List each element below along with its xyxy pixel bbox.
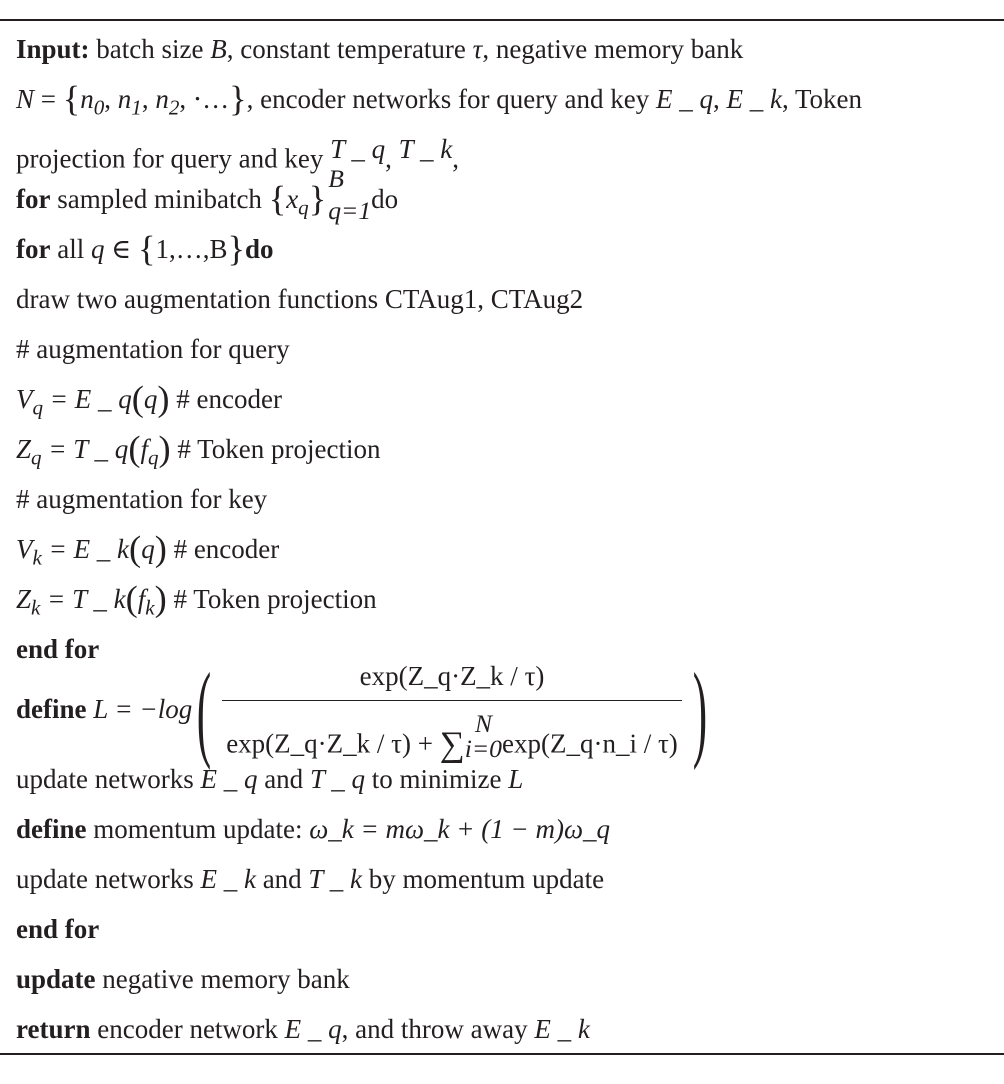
paren-close: ) bbox=[154, 528, 167, 569]
vq-lhs: V bbox=[16, 384, 33, 414]
return-e: E _ q bbox=[284, 1014, 342, 1044]
for-keyword: for bbox=[16, 184, 51, 214]
update-networks-line bbox=[16, 754, 523, 804]
minibatch-sub: q=1 bbox=[328, 195, 372, 225]
minibatch-sup: B bbox=[328, 164, 344, 194]
minibatch-x-sub: q bbox=[298, 195, 309, 220]
bank-open-brace: { bbox=[62, 78, 81, 119]
zq-sub: q bbox=[31, 445, 42, 470]
minibatch-close-brace: } bbox=[308, 178, 327, 219]
minibatch-x: x bbox=[286, 184, 299, 214]
bank-n0: n bbox=[80, 84, 94, 114]
return-line bbox=[16, 1004, 590, 1054]
update-l: L bbox=[508, 764, 524, 794]
sum-sub: i=0 bbox=[464, 734, 502, 764]
sampled-text: sampled minibatch bbox=[57, 184, 262, 214]
bank-eq: = bbox=[40, 84, 56, 114]
loss-denominator bbox=[222, 701, 682, 762]
paren-close: ) bbox=[157, 378, 170, 419]
proj-k: T _ k bbox=[398, 134, 453, 164]
all-open-brace: { bbox=[137, 228, 156, 269]
bottom-rule bbox=[0, 1053, 1004, 1055]
projection-line: projection for query and key T _ q, T _ k, bbox=[16, 134, 459, 174]
vq-line bbox=[16, 374, 282, 424]
vk-comment: # encoder bbox=[173, 534, 280, 564]
for-minibatch-line bbox=[16, 164, 399, 225]
draw-text: draw two augmentation functions CTAug1, CTAug2 bbox=[16, 284, 584, 314]
update-t: T _ q bbox=[309, 764, 365, 794]
bank-n1-sub: 1 bbox=[131, 95, 142, 120]
paren-close: ) bbox=[158, 428, 171, 469]
loss-fraction bbox=[222, 662, 682, 762]
batch-size-symbol: B bbox=[210, 34, 227, 64]
vk-lhs: V bbox=[16, 534, 33, 564]
zq-rhs: = T _ q bbox=[48, 434, 129, 464]
for-all-line bbox=[16, 224, 274, 274]
top-rule bbox=[0, 19, 1004, 21]
update-keyword: update bbox=[16, 964, 96, 994]
bank-symbol: N bbox=[16, 84, 35, 114]
zk-sub: k bbox=[31, 595, 41, 620]
end-for-1: end for bbox=[16, 634, 100, 664]
return-text-2: , and throw away bbox=[341, 1014, 528, 1044]
momentum-eq: ω_k = mω_k + (1 − m)ω_q bbox=[309, 814, 611, 844]
update2-e: E _ k bbox=[200, 864, 256, 894]
encoder-k: E _ k bbox=[726, 84, 782, 114]
vq-comment: # encoder bbox=[176, 384, 282, 414]
do-keyword: do bbox=[245, 234, 274, 264]
update-e: E _ q bbox=[200, 764, 258, 794]
zk-rhs: = T _ k bbox=[47, 584, 126, 614]
input-text-3: , negative memory bank bbox=[482, 34, 744, 64]
zq-comment: # Token projection bbox=[177, 434, 381, 464]
loss-line bbox=[16, 649, 712, 769]
update2-text-1: update networks bbox=[16, 864, 194, 894]
input-label: Input: bbox=[16, 34, 90, 64]
loss-numerator: exp(Z_q·Z_k / τ) bbox=[222, 662, 682, 701]
input-text-2: , constant temperature bbox=[226, 34, 466, 64]
bank-line: $N = \{n_0$, $n_1$, $n_2$, ⋅…}, encoder networks for query and key E _ q, E _ k, Token bbox=[16, 78, 863, 120]
projection-text: projection for query and key bbox=[16, 143, 324, 174]
all-text: all bbox=[57, 234, 85, 264]
encoder-q: E _ q bbox=[655, 84, 713, 114]
paren-open: ( bbox=[125, 578, 138, 619]
return-text-1: encoder network bbox=[97, 1014, 278, 1044]
all-close-brace: } bbox=[227, 228, 245, 269]
vk-sub: k bbox=[32, 545, 42, 570]
update-to: to minimize bbox=[371, 764, 502, 794]
loss-den-2: exp(Z_q·n_i / τ) bbox=[502, 728, 678, 759]
update-bank-text: negative memory bank bbox=[102, 964, 350, 994]
zk-lhs: Z bbox=[16, 584, 32, 614]
end-for-line-2 bbox=[16, 904, 99, 954]
vk-arg: q bbox=[141, 534, 155, 564]
all-set: 1,…,B bbox=[155, 234, 228, 264]
proj-q: T _ q bbox=[330, 134, 386, 164]
bank-n2-sub: 2 bbox=[168, 95, 180, 120]
vq-rhs: = E _ q bbox=[49, 384, 132, 414]
comment-key: # augmentation for key bbox=[16, 484, 268, 514]
end-for-2: end for bbox=[16, 914, 100, 944]
zq-lhs: Z bbox=[16, 434, 32, 464]
momentum-line bbox=[16, 804, 610, 854]
zk-arg-sub: k bbox=[145, 595, 155, 620]
return-keyword: return bbox=[16, 1014, 91, 1044]
all-q: q ∈ bbox=[90, 234, 132, 264]
bank-close-brace: } bbox=[229, 78, 247, 119]
loss-close-paren: ) bbox=[692, 651, 707, 771]
minibatch-limits bbox=[328, 164, 372, 225]
momentum-text: momentum update: bbox=[93, 814, 303, 844]
sum-sup: N bbox=[474, 708, 492, 738]
for-all-keyword: for bbox=[16, 234, 51, 264]
comment-key-line bbox=[16, 474, 267, 524]
loss-lhs: L = −log bbox=[93, 694, 193, 724]
paren-open: ( bbox=[128, 428, 141, 469]
loss-open-paren: ( bbox=[197, 651, 212, 771]
zk-comment: # Token projection bbox=[173, 584, 377, 614]
bank-n2: n bbox=[155, 84, 169, 114]
vk-rhs: = E _ k bbox=[48, 534, 130, 564]
paren-open: ( bbox=[131, 378, 144, 419]
vq-sub: q bbox=[32, 395, 44, 420]
bank-n1: n bbox=[117, 84, 132, 114]
vk-line bbox=[16, 524, 279, 574]
paren-close: ) bbox=[154, 578, 167, 619]
loss-den-1: exp(Z_q·Z_k / τ) + bbox=[226, 728, 433, 759]
input-text-1: batch size bbox=[96, 34, 204, 64]
define-keyword-2: define bbox=[16, 814, 87, 844]
update2-t: T _ k bbox=[308, 864, 362, 894]
zq-arg: f bbox=[140, 434, 148, 464]
proj-end: , bbox=[452, 143, 459, 174]
zk-line bbox=[16, 574, 377, 624]
paren-open: ( bbox=[129, 528, 142, 569]
sum-symbol: ∑ bbox=[439, 723, 465, 763]
update-networks-2-line bbox=[16, 854, 604, 904]
zq-line bbox=[16, 424, 380, 474]
draw-line bbox=[16, 274, 583, 324]
input-line bbox=[16, 24, 743, 74]
update2-and: and bbox=[262, 864, 302, 894]
vq-arg: q bbox=[143, 384, 158, 414]
update-bank-line bbox=[16, 954, 350, 1004]
define-keyword: define bbox=[16, 694, 87, 724]
update-text-1: update networks bbox=[16, 764, 194, 794]
comment-query-line bbox=[16, 324, 290, 374]
tau-symbol: τ bbox=[472, 34, 483, 64]
zq-arg-sub: q bbox=[147, 445, 159, 470]
bank-rest: , ⋅… bbox=[179, 84, 230, 114]
minibatch-open-brace: { bbox=[268, 178, 287, 219]
update-and: and bbox=[264, 764, 304, 794]
do-text: do bbox=[371, 184, 399, 214]
encoder-text: , encoder networks for query and key bbox=[246, 84, 650, 114]
return-ek: E _ k bbox=[534, 1014, 590, 1044]
bank-n0-sub: 0 bbox=[93, 95, 105, 120]
zk-arg: f bbox=[137, 584, 146, 614]
token-text: , Token bbox=[781, 84, 863, 114]
comment-query: # augmentation for query bbox=[16, 334, 290, 364]
update2-by: by momentum update bbox=[368, 864, 605, 894]
